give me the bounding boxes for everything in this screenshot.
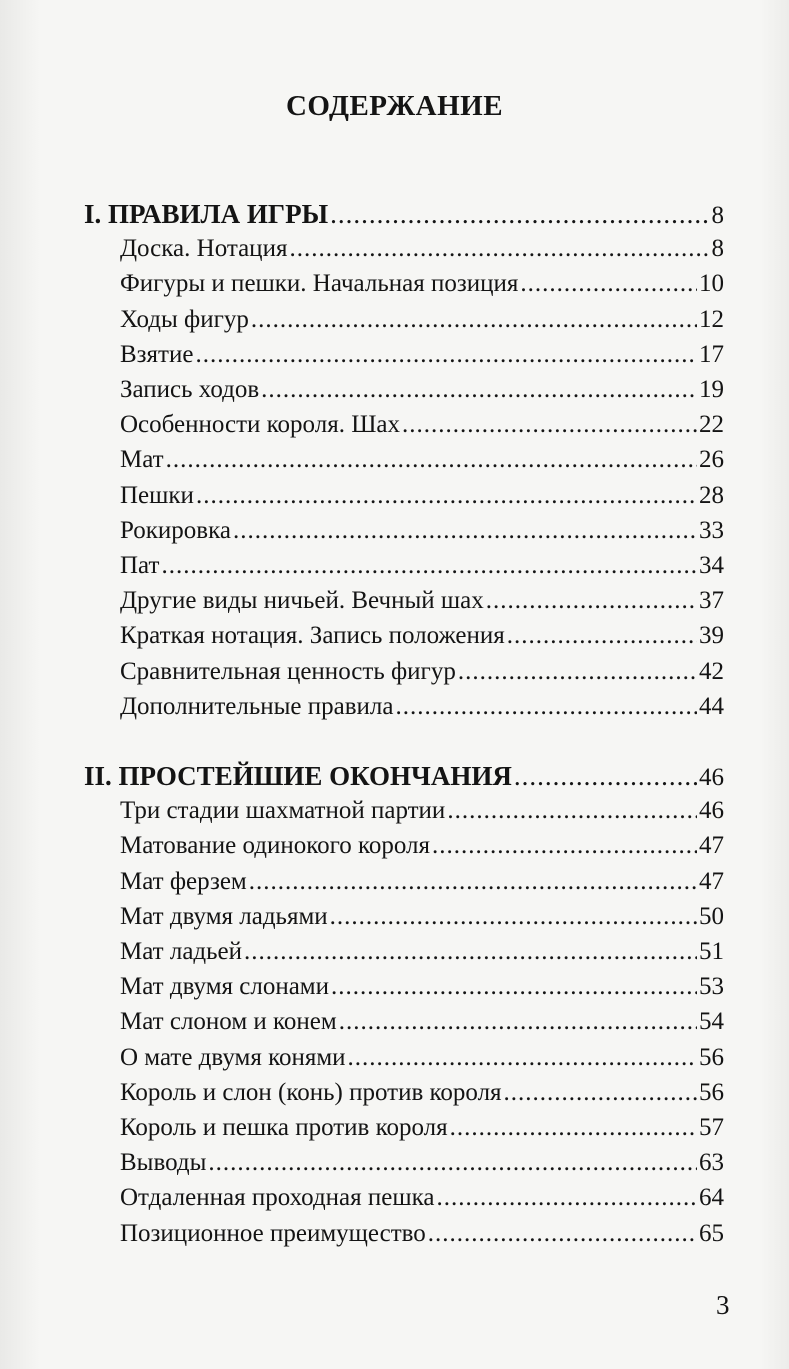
toc-page-number: 8 xyxy=(711,202,724,229)
leader-dots xyxy=(195,339,697,371)
toc-page-number: 63 xyxy=(699,1149,724,1177)
leader-dots xyxy=(447,795,697,827)
toc-entry xyxy=(120,795,724,827)
toc-page-number: 26 xyxy=(699,446,724,474)
toc-page-number: 33 xyxy=(699,516,724,544)
toc-entry xyxy=(120,374,724,406)
page-number: 3 xyxy=(716,1290,730,1320)
leader-dots xyxy=(249,866,697,898)
leader-dots xyxy=(432,830,697,862)
toc-entry xyxy=(120,901,724,933)
leader-dots xyxy=(339,1006,697,1038)
toc-entry xyxy=(120,691,724,723)
toc-entry xyxy=(120,1077,724,1109)
toc-page-number: 19 xyxy=(699,376,724,403)
leader-dots xyxy=(486,585,697,617)
toc-page-number: 65 xyxy=(699,1219,724,1247)
leader-dots xyxy=(436,1182,697,1214)
leader-dots xyxy=(233,515,697,547)
toc-page-number: 64 xyxy=(699,1184,724,1212)
leader-dots xyxy=(348,1042,697,1074)
leader-dots xyxy=(428,1218,697,1250)
toc-entry xyxy=(120,866,724,898)
toc-page-number: 12 xyxy=(699,305,724,333)
toc-section-row xyxy=(84,760,724,794)
toc-page-number: 56 xyxy=(699,1078,724,1106)
leader-dots xyxy=(244,936,697,968)
toc-entry-label: Выводы xyxy=(120,1149,207,1177)
toc-entry xyxy=(120,656,724,688)
toc-entry xyxy=(120,550,724,582)
toc-entry xyxy=(120,971,724,1003)
leader-dots xyxy=(208,1147,697,1179)
toc-page-number: 47 xyxy=(699,832,724,860)
toc-page-number: 46 xyxy=(699,797,724,825)
toc-section-heading: I. ПРАВИЛА ИГРЫ xyxy=(84,199,329,229)
toc-entry xyxy=(120,515,724,547)
toc-page-number: 44 xyxy=(699,692,724,720)
toc-page-number: 22 xyxy=(699,411,724,439)
toc-entry-label: Ходы фигур xyxy=(120,305,249,333)
toc-entry xyxy=(120,585,724,617)
toc-page-number: 57 xyxy=(699,1114,724,1141)
leader-dots xyxy=(504,1077,697,1109)
toc-entry xyxy=(120,1112,724,1144)
leader-dots xyxy=(261,374,697,406)
toc-entry-label: Мат ладьей xyxy=(120,938,243,965)
leader-dots xyxy=(289,233,709,265)
toc-entry xyxy=(120,1182,724,1214)
toc-entry-label: О мате двумя конями xyxy=(120,1043,346,1071)
leader-dots xyxy=(166,444,697,476)
toc-entry-label: Дополнительные правила xyxy=(120,692,394,720)
toc-page-number: 39 xyxy=(699,622,724,650)
toc-entry-label: Пешки xyxy=(120,481,194,509)
toc-entry xyxy=(120,1147,724,1179)
leader-dots xyxy=(396,691,698,723)
toc-entry xyxy=(120,268,724,300)
toc-page-number: 46 xyxy=(699,764,724,791)
toc-page-number: 53 xyxy=(699,973,724,1001)
toc-entry xyxy=(120,480,724,512)
toc-entry-label: Доска. Нотация xyxy=(120,235,288,263)
toc-entry xyxy=(120,444,724,476)
toc-entry-label: Мат слоном и конем xyxy=(120,1008,337,1036)
leader-dots xyxy=(330,198,709,230)
toc-entry-label: Три стадии шахматной партии xyxy=(120,797,446,825)
toc-entry xyxy=(120,830,724,862)
toc-page-number: 34 xyxy=(699,552,724,579)
toc-page-number: 47 xyxy=(699,867,724,895)
leader-dots xyxy=(251,304,697,336)
toc-entry-label: Запись ходов xyxy=(120,376,260,403)
leader-dots xyxy=(330,901,697,933)
toc-entry-label: Краткая нотация. Запись положения xyxy=(120,622,505,650)
toc-entry-label: Позиционное преимущество xyxy=(120,1219,426,1247)
toc-entry-label: Матование одинокого короля xyxy=(120,832,430,860)
toc-page-number: 10 xyxy=(699,270,724,298)
toc-page-number: 17 xyxy=(699,340,724,368)
toc-entry-label: Мат xyxy=(120,446,164,474)
toc-section-heading: II. ПРОСТЕЙШИЕ ОКОНЧАНИЯ xyxy=(84,761,512,791)
page-title: СОДЕРЖАНИЕ xyxy=(285,90,504,122)
leader-dots xyxy=(450,1112,697,1144)
leader-dots xyxy=(196,480,697,512)
toc-section-row xyxy=(84,198,724,232)
leader-dots xyxy=(161,550,697,582)
toc-page-number: 8 xyxy=(711,235,724,263)
toc-entry-label: Сравнительная ценность фигур xyxy=(120,657,456,685)
toc-entry-label: Рокировка xyxy=(120,516,231,544)
toc-entry-label: Король и слон (конь) против короля xyxy=(120,1078,502,1106)
toc-entry-label: Король и пешка против короля xyxy=(120,1114,448,1141)
toc-entry-label: Пат xyxy=(120,552,160,579)
toc-entry-label: Мат двумя ладьями xyxy=(120,902,328,930)
toc-page-number: 28 xyxy=(699,481,724,509)
toc-entry xyxy=(120,233,724,265)
toc-page-number: 37 xyxy=(699,587,724,615)
toc-page-number: 51 xyxy=(699,938,724,965)
toc-page-number: 42 xyxy=(699,657,724,685)
toc-page-number: 54 xyxy=(699,1008,724,1036)
leader-dots xyxy=(507,620,697,652)
toc-entry-label: Другие виды ничьей. Вечный шах xyxy=(120,587,484,615)
leader-dots xyxy=(520,268,697,300)
toc-page-number: 50 xyxy=(699,902,724,930)
toc-entry xyxy=(120,620,724,652)
toc-page-number: 56 xyxy=(699,1043,724,1071)
toc-entry xyxy=(120,1218,724,1250)
leader-dots xyxy=(331,971,697,1003)
toc-entry-label: Мат двумя слонами xyxy=(120,973,330,1001)
toc-entry-label: Взятие xyxy=(120,340,194,368)
toc-entry-label: Мат ферзем xyxy=(120,867,247,895)
toc-entry-label: Фигуры и пешки. Начальная позиция xyxy=(120,270,519,298)
leader-dots xyxy=(458,656,697,688)
toc-entry xyxy=(120,1006,724,1038)
toc-entry xyxy=(120,936,724,968)
toc-entry-label: Отдаленная проходная пешка xyxy=(120,1184,435,1212)
leader-dots xyxy=(402,409,697,441)
toc-entry xyxy=(120,1042,724,1074)
toc-entry xyxy=(120,409,724,441)
toc-entry-label: Особенности короля. Шах xyxy=(120,411,401,439)
leader-dots xyxy=(514,760,697,792)
toc-entry xyxy=(120,304,724,336)
toc-entry xyxy=(120,339,724,371)
